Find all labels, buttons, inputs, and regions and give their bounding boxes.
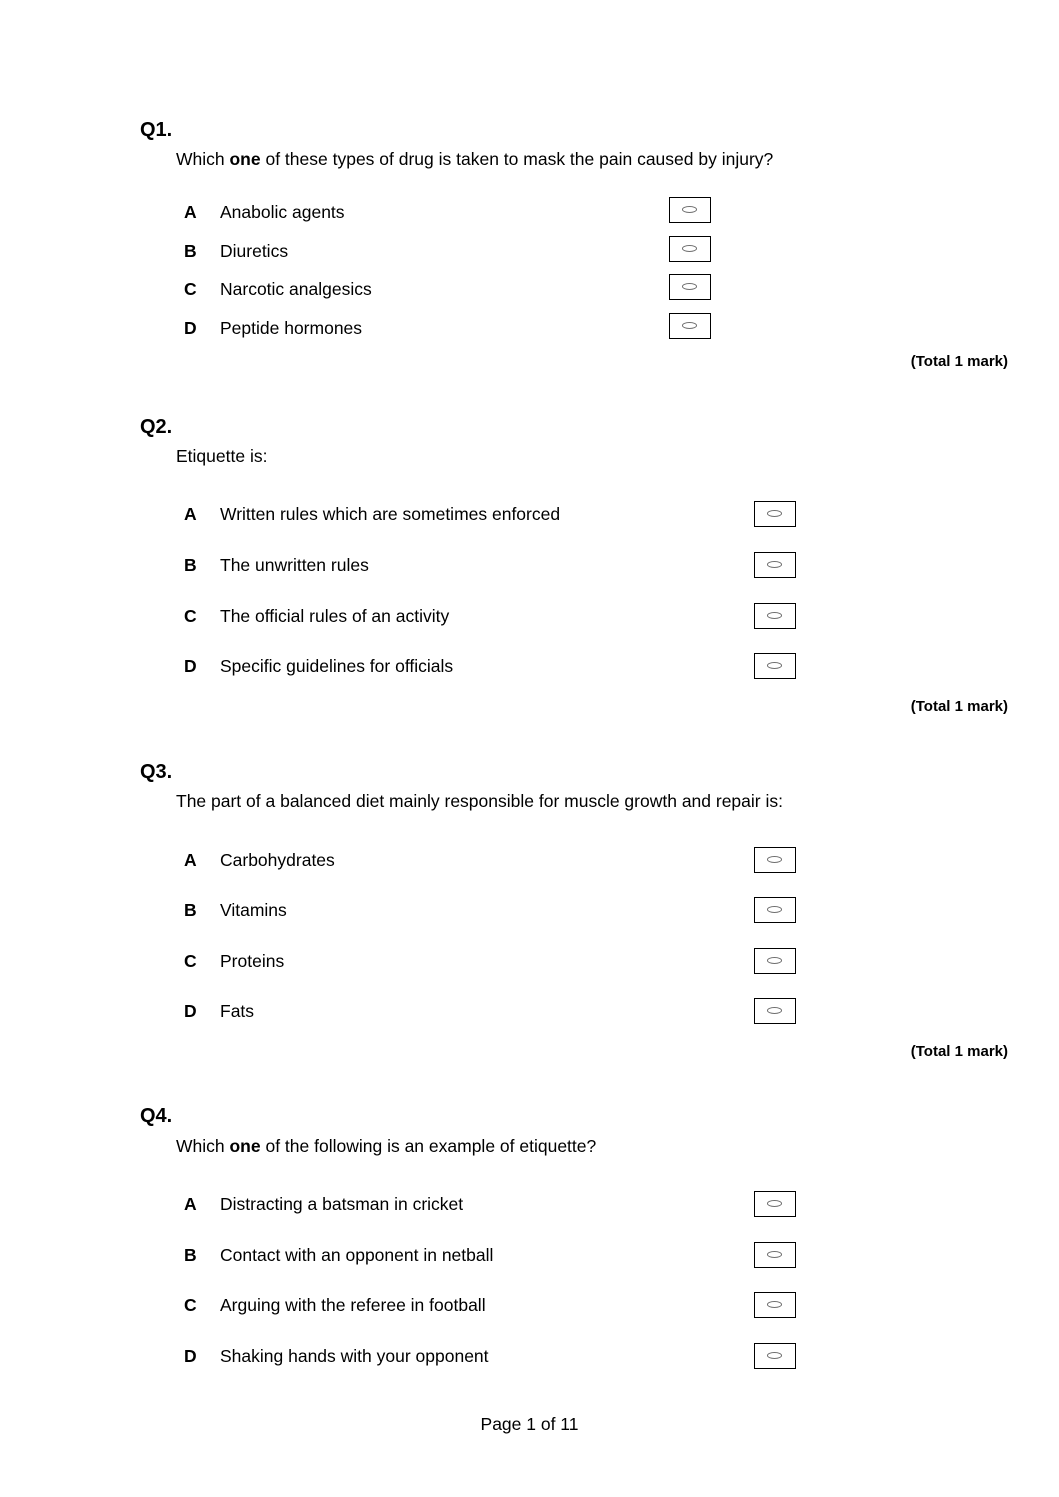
answer-checkbox[interactable] [754,847,796,873]
bubble-icon [767,662,782,669]
answer-checkbox[interactable] [754,552,796,578]
option-d [0,651,1059,681]
option-a [0,197,1059,227]
answer-checkbox[interactable] [754,1292,796,1318]
option-text: Carbohydrates [220,850,335,870]
answer-checkbox[interactable] [754,1191,796,1217]
option-b [0,895,1059,925]
option-c [0,946,1059,976]
question-stem: Which one of the following is an example of etiquette? [176,1136,597,1156]
option-b [0,236,1059,266]
answer-checkbox[interactable] [754,1343,796,1369]
page-footer: Page 1 of 11 [480,1414,579,1434]
bubble-icon [767,1007,782,1014]
answer-checkbox[interactable] [754,603,796,629]
answer-checkbox[interactable] [754,653,796,679]
option-text: Narcotic analgesics [220,279,372,299]
option-text: Proteins [220,951,285,971]
total-mark: (Total 1 mark) [910,353,1008,370]
answer-checkbox[interactable] [669,313,711,339]
bubble-icon [767,1352,782,1359]
bubble-icon [767,612,782,619]
option-letter: B [184,555,197,575]
option-text: Vitamins [220,900,287,920]
option-letter: A [184,504,197,524]
option-b [0,550,1059,580]
option-text: Contact with an opponent in netball [220,1245,494,1265]
bubble-icon [682,245,697,252]
option-text: Peptide hormones [220,318,363,338]
option-text: Arguing with the referee in football [220,1295,486,1315]
answer-checkbox[interactable] [669,274,711,300]
option-d [0,1341,1059,1371]
option-letter: A [184,202,197,222]
answer-checkbox[interactable] [754,1242,796,1268]
bubble-icon [767,1200,782,1207]
answer-checkbox[interactable] [754,897,796,923]
option-text: The unwritten rules [220,555,369,575]
option-letter: C [184,951,197,971]
option-letter: D [184,1346,197,1366]
question-stem: Etiquette is: [176,446,268,466]
option-text: Distracting a batsman in cricket [220,1194,464,1214]
bubble-icon [767,1301,782,1308]
option-letter: D [184,318,197,338]
option-letter: B [184,1245,197,1265]
bubble-icon [767,957,782,964]
option-letter: B [184,241,197,261]
option-text: The official rules of an activity [220,606,450,626]
bubble-icon [767,1251,782,1258]
bubble-icon [767,906,782,913]
option-letter: C [184,279,197,299]
option-letter: D [184,656,197,676]
question-stem: Which one of these types of drug is taken to mask the pain caused by injury? [176,149,774,169]
option-text: Specific guidelines for officials [220,656,454,676]
answer-checkbox[interactable] [754,998,796,1024]
question-stem: The part of a balanced diet mainly responsible for muscle growth and repair is: [176,791,783,811]
option-letter: C [184,1295,197,1315]
option-text: Diuretics [220,241,289,261]
option-letter: A [184,1194,197,1214]
option-b [0,1240,1059,1270]
option-text: Shaking hands with your opponent [220,1346,489,1366]
option-a [0,845,1059,875]
option-text: Anabolic agents [220,202,345,222]
answer-checkbox[interactable] [669,236,711,262]
bubble-icon [767,561,782,568]
total-mark: (Total 1 mark) [910,1043,1008,1060]
option-letter: C [184,606,197,626]
question-number: Q2. [140,416,173,438]
option-d [0,313,1059,343]
option-c [0,1290,1059,1320]
question-number: Q4. [140,1105,173,1127]
bubble-icon [682,206,697,213]
question-number: Q3. [140,761,173,783]
option-c [0,601,1059,631]
answer-checkbox[interactable] [754,948,796,974]
option-a [0,499,1059,529]
option-a [0,1189,1059,1219]
question-number: Q1. [140,119,173,141]
total-mark: (Total 1 mark) [910,698,1008,715]
option-c [0,274,1059,304]
bubble-icon [682,322,697,329]
bubble-icon [767,510,782,517]
emphasis-text: one [229,1136,261,1156]
option-text: Written rules which are sometimes enforced [220,504,561,524]
option-letter: D [184,1001,197,1021]
answer-checkbox[interactable] [669,197,711,223]
bubble-icon [767,856,782,863]
bubble-icon [682,283,697,290]
option-d [0,996,1059,1026]
option-text: Fats [220,1001,255,1021]
answer-checkbox[interactable] [754,501,796,527]
option-letter: B [184,900,197,920]
emphasis-text: one [229,149,261,169]
option-letter: A [184,850,197,870]
